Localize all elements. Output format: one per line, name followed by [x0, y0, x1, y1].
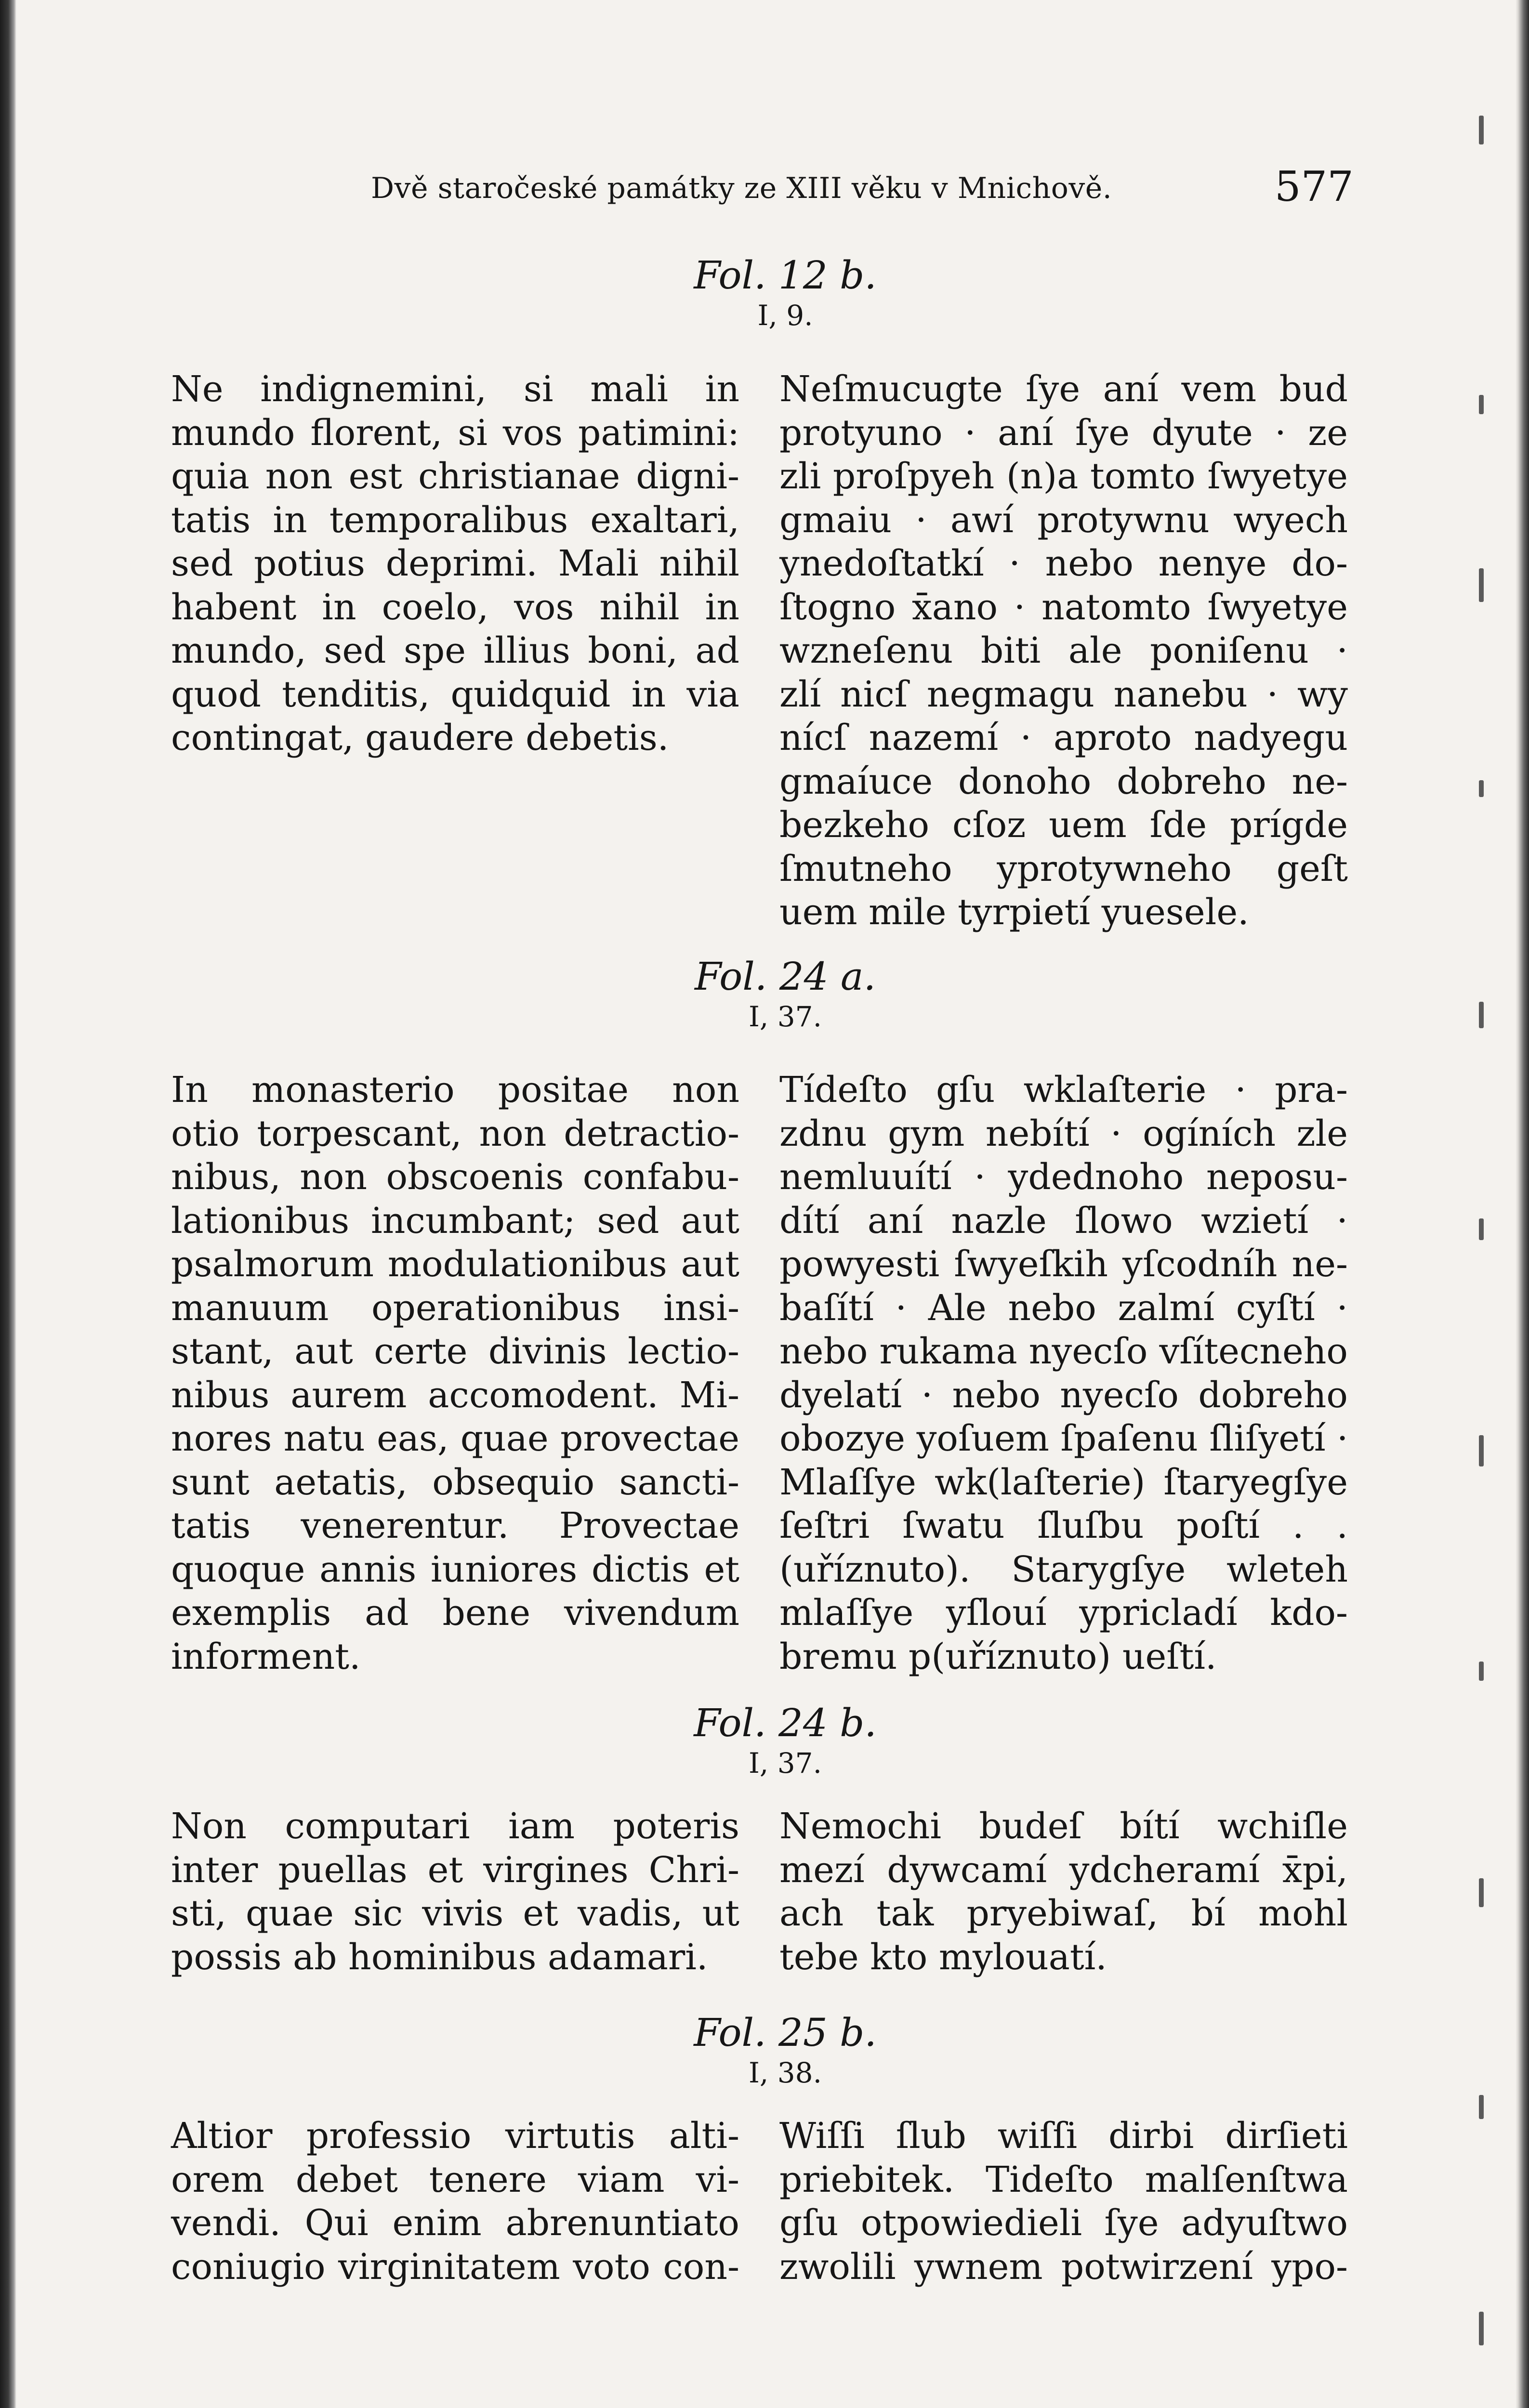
- text-line: obozye yoſuem ſpaſenu ſliſyetí ·: [779, 1418, 1348, 1459]
- text-line: ach tak pryebiwaſ, bí mohl: [779, 1893, 1348, 1934]
- folio-reference: I, 37.: [748, 1747, 822, 1780]
- text-line: habent in coelo, vos nihil in: [171, 586, 739, 628]
- text-line: zlí nicſ negmagu nanebu · wy: [779, 673, 1348, 715]
- text-line: bezkeho cſoz uem ſde prígde: [779, 804, 1348, 846]
- text-line: Neſmucugte ſye aní vem bud: [779, 368, 1348, 410]
- text-line: In monasterio positae non: [171, 1069, 739, 1111]
- text-line: mundo, sed spe illius boni, ad: [171, 630, 739, 671]
- text-line: coniugio virginitatem voto con-: [171, 2246, 739, 2288]
- gutter-noise: [1479, 96, 1498, 2408]
- latin-text-fol-12b: [171, 367, 739, 760]
- text-line: tatis venerentur. Provectae: [171, 1505, 739, 1546]
- scan-edge-right: [1516, 0, 1529, 2408]
- text-line: orem debet tenere viam vi-: [171, 2159, 739, 2200]
- text-line: sed potius deprimi. Mali nihil: [171, 543, 739, 584]
- czech-text-fol-24a: [779, 1068, 1348, 1678]
- section-heading-fol-12b: [641, 252, 930, 332]
- text-line: protyuno · aní ſye dyute · ze: [779, 412, 1348, 454]
- text-line: nibus, non obscoenis confabu-: [171, 1156, 739, 1198]
- czech-text-fol-12b: [779, 367, 1348, 934]
- text-line: Altior professio virtutis alti-: [171, 2115, 739, 2157]
- text-line: Non computari iam poteris: [171, 1806, 739, 1847]
- text-line: contingat, gaudere debetis.: [171, 717, 669, 759]
- text-line: ſeſtri ſwatu ſluſbu poſtí . .: [779, 1505, 1348, 1546]
- text-line: ſmutneho yprotywneho geſt: [779, 848, 1348, 890]
- text-line: sti, quae sic vivis et vadis, ut: [171, 1893, 739, 1934]
- folio-label: Fol. 12 b.: [694, 253, 877, 298]
- section-heading-fol-24a: [641, 954, 930, 1034]
- text-line: vendi. Qui enim abrenuntiato: [171, 2202, 739, 2244]
- text-line: nemluuítí · ydednoho neposu-: [779, 1156, 1348, 1198]
- latin-text-fol-24a: [171, 1068, 739, 1678]
- folio-reference: I, 9.: [757, 299, 813, 332]
- text-line: tebe kto mylouatí.: [779, 1936, 1107, 1978]
- text-line: powyesti ſwyeſkih yſcodníh ne-: [779, 1243, 1348, 1285]
- running-title: Dvě staročeské památky ze XIII věku v Mnichově.: [371, 171, 1112, 205]
- text-line: informent.: [171, 1636, 361, 1677]
- text-line: psalmorum modulationibus aut: [171, 1243, 739, 1285]
- text-line: ynedoſtatkí · nebo nenye do-: [779, 543, 1348, 584]
- text-line: (uříznuto). Starygſye wleteh: [779, 1548, 1348, 1590]
- text-line: nores natu eas, quae provectae: [171, 1418, 739, 1459]
- text-line: otio torpescant, non detractio-: [171, 1112, 739, 1154]
- czech-text-fol-24b: [779, 1805, 1348, 1979]
- text-line: ſtogno x̄ano · natomto ſwyetye: [779, 586, 1348, 628]
- text-line: gmaiu · awí protywnu wyech: [779, 499, 1348, 541]
- text-line: possis ab hominibus adamari.: [171, 1936, 708, 1978]
- folio-reference: I, 37.: [748, 1000, 822, 1033]
- scan-edge-left: [0, 0, 16, 2408]
- text-line: quod tenditis, quidquid in via: [171, 673, 739, 715]
- text-line: quia non est christianae digni-: [171, 456, 739, 497]
- text-line: mundo florent, si vos patimini:: [171, 412, 739, 454]
- text-line: Ne indignemini, si mali in: [171, 368, 739, 410]
- text-line: nibus aurem accomodent. Mi-: [171, 1374, 739, 1416]
- czech-text-fol-25b: [779, 2114, 1348, 2289]
- latin-text-fol-24b: [171, 1805, 739, 1979]
- text-line: priebitek. Tideſto malſenſtwa: [779, 2159, 1348, 2200]
- text-line: zwolili ywnem potwirzení ypo-: [779, 2246, 1348, 2288]
- text-line: lationibus incumbant; sed aut: [171, 1200, 739, 1242]
- section-heading-fol-25b: [641, 2010, 930, 2090]
- text-line: gſu otpowiedieli ſye adyuſtwo: [779, 2202, 1348, 2244]
- text-line: mezí dywcamí ydcheramí x̄pi,: [779, 1849, 1348, 1891]
- latin-text-fol-25b: [171, 2114, 739, 2289]
- text-line: Tídeſto gſu wklaſterie · pra-: [779, 1069, 1348, 1111]
- text-line: dyelatí · nebo nyecſo dobreho: [779, 1374, 1348, 1416]
- text-line: sunt aetatis, obsequio sancti-: [171, 1461, 739, 1503]
- text-line: manuum operationibus insi-: [171, 1287, 739, 1329]
- text-line: wzneſenu biti ale poniſenu ·: [779, 630, 1348, 671]
- text-line: gmaíuce donoho dobreho ne-: [779, 760, 1348, 802]
- text-line: Wiſſi ſlub wiſſi dirbi dirſieti: [779, 2115, 1348, 2157]
- text-line: stant, aut certe divinis lectio-: [171, 1331, 739, 1372]
- folio-label: Fol. 24 b.: [694, 1701, 877, 1745]
- folio-label: Fol. 25 b.: [694, 2010, 877, 2055]
- running-header: [371, 163, 1354, 216]
- folio-reference: I, 38.: [748, 2056, 822, 2089]
- text-line: exemplis ad bene vivendum: [171, 1592, 739, 1634]
- text-line: uem mile tyrpietí yuesele.: [779, 891, 1249, 933]
- text-line: dítí aní nazle ſlowo wzietí ·: [779, 1200, 1348, 1242]
- text-line: baſítí · Ale nebo zalmí cyſtí ·: [779, 1287, 1348, 1329]
- text-line: mlaſſye yſlouí ypricladí kdo-: [779, 1592, 1348, 1634]
- text-line: zli proſpyeh (n)a tomto ſwyetye: [779, 456, 1348, 497]
- page-number: 577: [1274, 163, 1354, 211]
- text-line: zdnu gym nebítí · ogíních zle: [779, 1112, 1348, 1154]
- folio-label: Fol. 24 a.: [694, 954, 876, 999]
- text-line: Mlaſſye wk(laſterie) ſtaryegſye: [779, 1461, 1348, 1503]
- text-line: nebo rukama nyecſo vſítecneho: [779, 1331, 1348, 1372]
- section-heading-fol-24b: [641, 1700, 930, 1780]
- text-line: tatis in temporalibus exaltari,: [171, 499, 739, 541]
- text-line: quoque annis iuniores dictis et: [171, 1548, 739, 1590]
- text-line: Nemochi budeſ bítí wchiſle: [779, 1806, 1348, 1847]
- text-line: nícſ nazemí · aproto nadyegu: [779, 717, 1348, 759]
- text-line: inter puellas et virgines Chri-: [171, 1849, 739, 1891]
- text-line: bremu p(uříznuto) ueſtí.: [779, 1636, 1217, 1677]
